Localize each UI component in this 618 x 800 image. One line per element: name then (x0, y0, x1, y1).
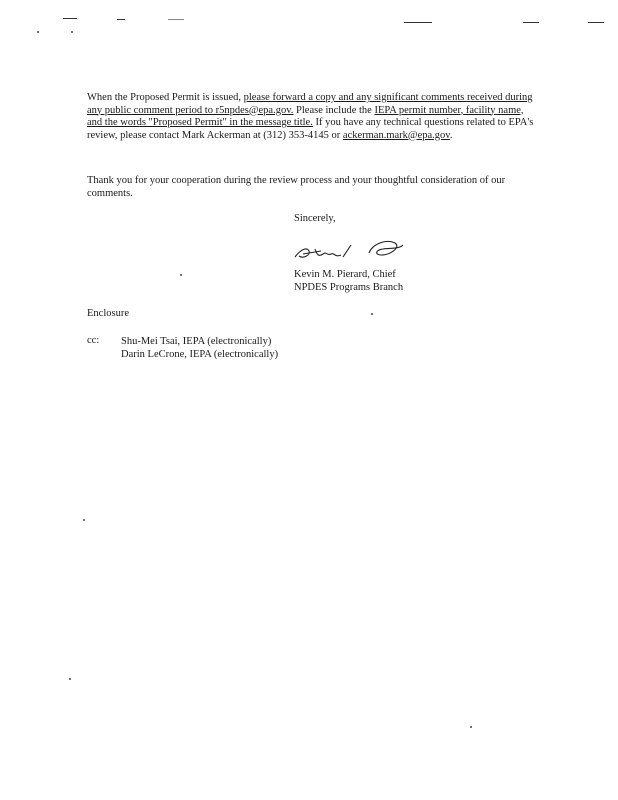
underlined-request: please forward a copy and any significant comments received during any public comment period to r5npdes@epa.gov. (87, 92, 533, 116)
scan-speck (371, 313, 373, 315)
scan-speck (180, 274, 182, 276)
scan-artifact (168, 19, 184, 20)
paragraph-text: When the Proposed Permit is issued, (87, 92, 244, 103)
scan-artifact (404, 22, 432, 23)
scan-artifact (117, 19, 125, 20)
paragraph-text: . (449, 129, 453, 141)
scan-speck (69, 678, 71, 680)
signer-title: NPDES Programs Branch (294, 282, 404, 293)
cc-list (121, 335, 278, 361)
scan-speck (470, 726, 472, 728)
enclosure-note: Enclosure (87, 308, 129, 319)
closing: Sincerely, (294, 213, 336, 224)
scan-speck (83, 519, 85, 521)
scan-artifact (523, 22, 539, 23)
email-link: ackerman.mark@epa.gov (342, 129, 450, 141)
scan-speck (71, 31, 73, 33)
signature-block (294, 268, 403, 294)
cc-recipient: Shu-Mei Tsai, IEPA (electronically) (121, 336, 272, 347)
paragraph-text: If you have any technical questions related to EPA's review, please contact Mark Ackerman at (312) 353-4145 or (87, 117, 534, 141)
signer-name: Kevin M. Pierard, Chief (294, 269, 396, 280)
handwritten-signature (291, 235, 409, 265)
body-paragraph-forward (87, 92, 537, 142)
cc-label: cc: (87, 335, 100, 346)
underlined-instructions: IEPA permit number, facility name, and the words "Proposed Permit" in the message title. (87, 104, 524, 128)
body-paragraph-thanks: Thank you for your cooperation during the review process and your thoughtful consideration of our comments. (87, 175, 506, 199)
cc-recipient: Darin LeCrone, IEPA (electronically) (121, 349, 279, 360)
scan-artifact (588, 22, 604, 23)
scan-speck (37, 31, 39, 33)
scan-artifact (63, 18, 77, 19)
paragraph-text: Please include the (293, 104, 375, 116)
